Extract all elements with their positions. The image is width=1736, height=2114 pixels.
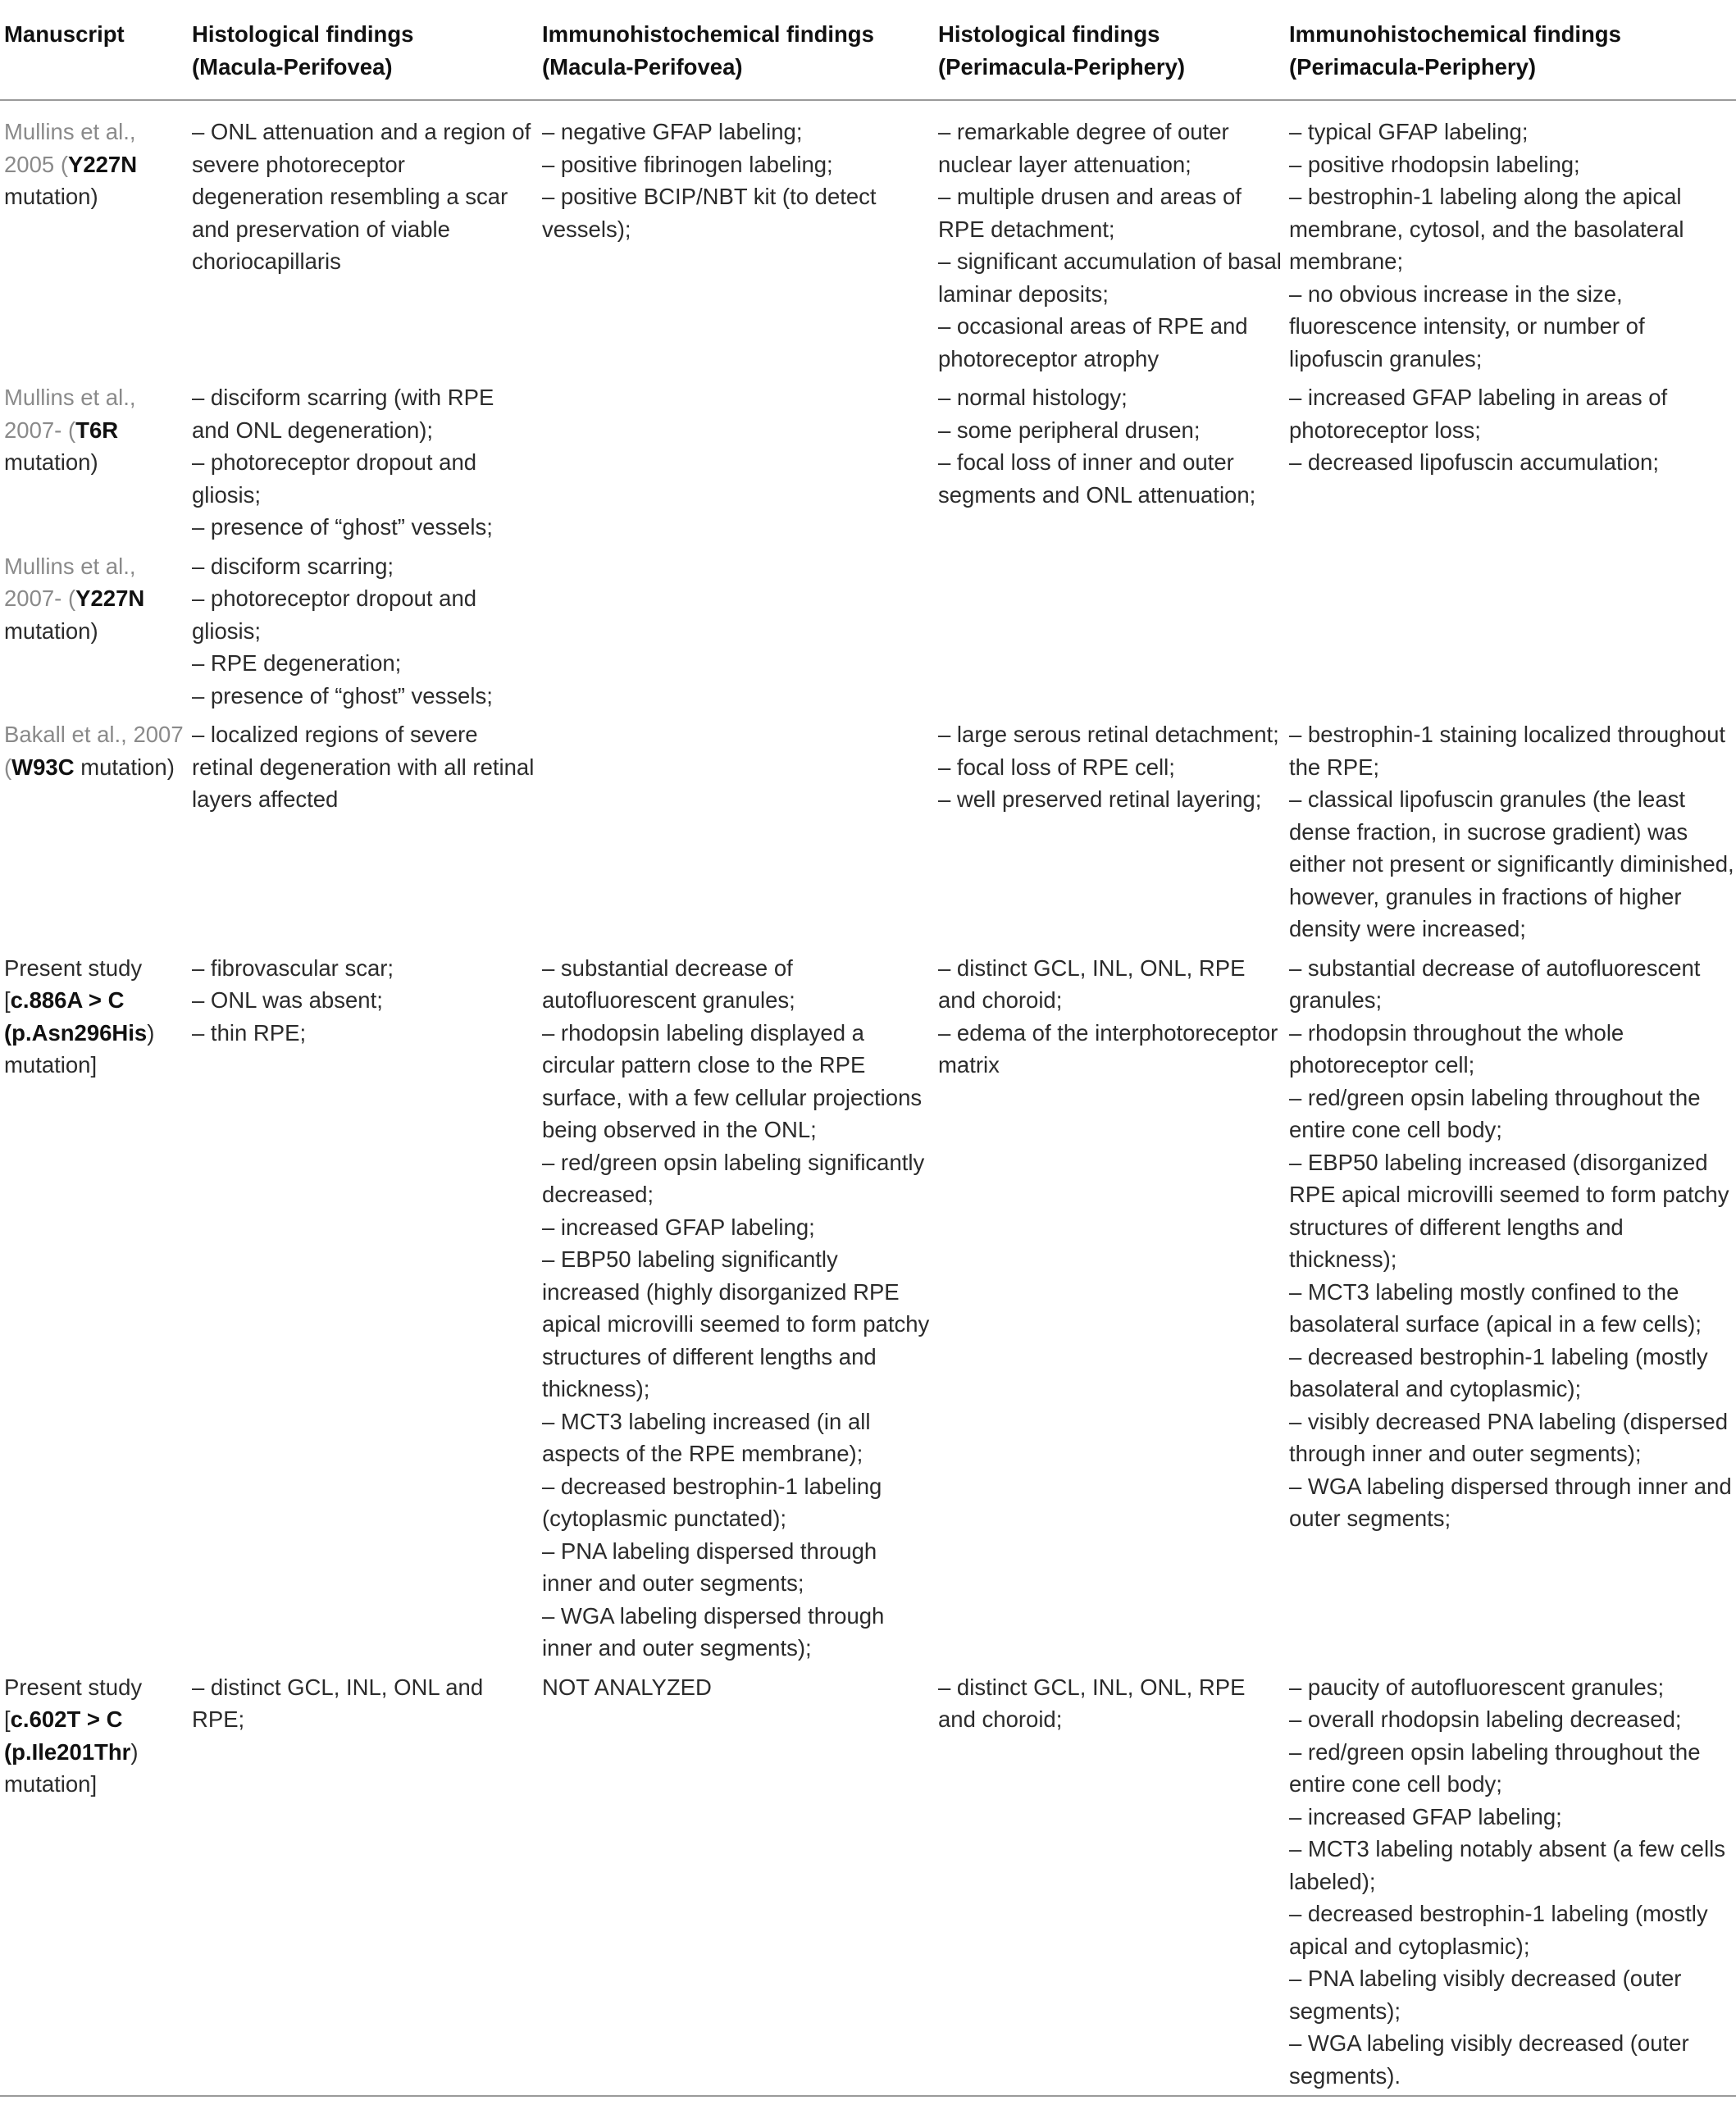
reference-text: 2007- ( [4,585,76,611]
reference-text: mutation) [4,617,98,644]
mutation-label: W93C [11,754,75,780]
manuscript-cell [0,100,187,381]
immuno-periphery-cell [1282,718,1736,952]
manuscript-cell [0,952,187,1671]
histo-periphery-cell [932,100,1282,381]
mutation-label: Y227N [75,585,145,611]
immuno-macula-cell [536,100,932,381]
finding-item: – MCT3 labeling increased (in all aspects of the RPE membrane); [542,1408,871,1466]
finding-item: – fibrovascular scar; [192,954,394,981]
header-immuno-periphery: Immunohistochemical findings (Perimacula-Periphery) [1282,13,1736,100]
immuno-macula-cell [536,381,932,550]
finding-item: – MCT3 labeling mostly confined to the basolateral surface (apical in a few cells); [1289,1278,1702,1337]
finding-item: – no obvious increase in the size, fluorescence intensity, or number of lipofuscin granules; [1289,280,1645,371]
reference-text: Mullins et al., [4,119,136,144]
finding-item: – presence of “ghost” vessels; [192,514,493,540]
reference-text: [ [4,1706,11,1732]
immuno-periphery-cell [1282,381,1736,550]
table-header [0,13,1736,100]
header-histo-periphery: Histological findings (Perimacula-Periphery) [932,13,1282,100]
table-row [0,1671,1736,2097]
finding-item: – MCT3 labeling notably absent (a few cells labeled); [1289,1836,1725,1894]
header-manuscript: Manuscript [0,13,187,100]
mutation-label: c.886A > C (p.Asn296His [4,987,148,1046]
finding-item: – EBP50 labeling significantly increased (highly disorganized RPE apical microvilli seemed to form patchy structures of different lengths and thickness); [542,1246,930,1401]
finding-item: – positive BCIP/NBT kit (to detect vessels); [542,184,877,242]
finding-item: – paucity of autofluorescent granules; [1289,1674,1665,1700]
histo-macula-cell [187,952,536,1671]
histo-periphery-cell [932,550,1282,719]
finding-item: – red/green opsin labeling throughout the entire cone cell body; [1289,1084,1701,1142]
finding-item: – PNA labeling visibly decreased (outer segments); [1289,1966,1682,2024]
finding-item: – classical lipofuscin granules (the least dense fraction, in sucrose gradient) was either not present or significantly diminished, however, granules in fractions of higher density were increased; [1289,786,1734,941]
finding-item: – ONL attenuation and a region of severe photoreceptor degeneration resembling a scar and preservation of viable choriocapillaris [192,119,531,274]
finding-item: – decreased bestrophin-1 labeling (mostly basolateral and cytoplasmic); [1289,1343,1708,1401]
reference-text: Present study [4,1674,143,1700]
finding-item: – red/green opsin labeling significantly decreased; [542,1149,925,1207]
reference-text: mutation) [4,184,98,209]
histo-macula-cell [187,550,536,719]
finding-item: – occasional areas of RPE and photoreceptor atrophy [938,313,1248,371]
reference-text: mutation] [4,1771,98,1797]
reference-text: mutation] [4,1052,98,1078]
finding-item: – ONL was absent; [192,987,383,1013]
immuno-periphery-cell [1282,100,1736,381]
immuno-periphery-cell [1282,1671,1736,2097]
reference-text: Mullins et al., [4,553,136,579]
finding-item: – distinct GCL, INL, ONL, RPE and choroid; [938,954,1246,1013]
table-row [0,381,1736,550]
table-row [0,952,1736,1671]
immuno-macula-cell [536,718,932,952]
finding-item: – normal histology; [938,385,1128,410]
finding-item: – visibly decreased PNA labeling (dispersed through inner and outer segments); [1289,1408,1729,1466]
mutation-label: Y227N [67,151,138,177]
table-row [0,550,1736,719]
finding-item: – WGA labeling dispersed through inner and outer segments); [542,1602,885,1661]
finding-item: – EBP50 labeling increased (disorganized RPE apical microvilli seemed to form patchy structures of different lengths and thickness); [1289,1149,1729,1272]
finding-item: – increased GFAP labeling; [1289,1803,1562,1829]
header-histo-macula: Histological findings (Macula-Perifovea) [187,13,536,100]
finding-item: – substantial decrease of autofluorescent granules; [542,954,795,1013]
reference-text: [ [4,987,11,1013]
table-body [0,100,1736,2096]
histo-macula-cell [187,718,536,952]
finding-item: – decreased bestrophin-1 labeling (cytoplasmic punctated); [542,1473,882,1531]
finding-item: – RPE degeneration; [192,650,402,676]
immuno-macula-cell [536,550,932,719]
histo-periphery-cell [932,952,1282,1671]
mutation-label: c.602T > C (p.Ile201Thr [4,1706,131,1765]
finding-item: – decreased lipofuscin accumulation; [1289,449,1659,475]
header-row [0,13,1736,100]
finding-item: – bestrophin-1 labeling along the apical membrane, cytosol, and the basolateral membrane; [1289,184,1684,274]
reference-text: ) [130,1738,139,1765]
immuno-periphery-cell [1282,550,1736,719]
table-row [0,718,1736,952]
finding-item: – bestrophin-1 staining localized throughout the RPE; [1289,722,1726,780]
finding-item: – red/green opsin labeling throughout the entire cone cell body; [1289,1738,1701,1797]
immuno-macula-cell [536,1671,932,2097]
finding-item: – localized regions of severe retinal degeneration with all retinal layers affected [192,722,535,812]
finding-item: – decreased bestrophin-1 labeling (mostly apical and cytoplasmic); [1289,1901,1708,1959]
finding-item: – rhodopsin labeling displayed a circular pattern close to the RPE surface, with a few cellular projections being observed in the ONL; [542,1019,923,1142]
finding-item: – increased GFAP labeling; [542,1214,815,1240]
finding-item: – PNA labeling dispersed through inner and outer segments; [542,1538,877,1596]
histo-macula-cell [187,1671,536,2097]
finding-item: – remarkable degree of outer nuclear layer attenuation; [938,119,1229,177]
findings-table [0,13,1736,2097]
finding-item: – distinct GCL, INL, ONL and RPE; [192,1674,484,1732]
histo-periphery-cell [932,718,1282,952]
reference-text: Present study [4,954,143,981]
manuscript-cell [0,1671,187,2097]
finding-item: – significant accumulation of basal laminar deposits; [938,248,1282,307]
histo-periphery-cell [932,381,1282,550]
reference-text: Mullins et al., [4,385,136,410]
finding-item: – presence of “ghost” vessels; [192,682,493,708]
finding-item: – focal loss of RPE cell; [938,754,1175,780]
finding-item: – thin RPE; [192,1019,307,1046]
finding-item: – WGA labeling visibly decreased (outer segments). [1289,2030,1689,2089]
finding-item: – positive rhodopsin labeling; [1289,151,1580,177]
immuno-macula-cell [536,952,932,1671]
finding-item: – focal loss of inner and outer segments and ONL attenuation; [938,449,1256,508]
finding-item: – disciform scarring (with RPE and ONL degeneration); [192,385,494,443]
mutation-label: T6R [75,417,119,443]
finding-item: – substantial decrease of autofluorescent granules; [1289,954,1701,1013]
finding-item: – photoreceptor dropout and gliosis; [192,585,477,644]
histo-macula-cell [187,100,536,381]
finding-item: – edema of the interphotoreceptor matrix [938,1019,1278,1078]
table-row [0,100,1736,381]
finding-item: – increased GFAP labeling in areas of photoreceptor loss; [1289,385,1668,443]
finding-item: – well preserved retinal layering; [938,786,1262,812]
finding-item: – distinct GCL, INL, ONL, RPE and choroid; [938,1674,1246,1732]
reference-text: 2007 ( [4,722,184,780]
finding-item: – typical GFAP labeling; [1289,119,1529,144]
reference-text: mutation) [80,754,175,780]
manuscript-cell [0,550,187,719]
finding-item: – negative GFAP labeling; [542,119,803,144]
manuscript-cell [0,718,187,952]
finding-item: NOT ANALYZED [542,1674,712,1700]
immuno-periphery-cell [1282,952,1736,1671]
reference-text: mutation) [4,449,98,475]
header-immuno-macula: Immunohistochemical findings (Macula-Perifovea) [536,13,932,100]
finding-item: – rhodopsin throughout the whole photoreceptor cell; [1289,1019,1624,1078]
finding-item: – multiple drusen and areas of RPE detachment; [938,184,1242,242]
reference-text: 2007- ( [4,417,76,443]
reference-text: ) [147,1019,155,1046]
reference-text: 2005 ( [4,151,68,177]
finding-item: – overall rhodopsin labeling decreased; [1289,1706,1682,1732]
finding-item: – large serous retinal detachment; [938,722,1279,747]
finding-item: – photoreceptor dropout and gliosis; [192,449,477,508]
finding-item: – some peripheral drusen; [938,417,1201,443]
manuscript-cell [0,381,187,550]
histo-macula-cell [187,381,536,550]
reference-text: Bakall et al., [4,722,127,747]
finding-item: – disciform scarring; [192,553,394,579]
finding-item: – positive fibrinogen labeling; [542,151,833,177]
finding-item: – WGA labeling dispersed through inner and outer segments; [1289,1473,1732,1531]
histo-periphery-cell [932,1671,1282,2097]
